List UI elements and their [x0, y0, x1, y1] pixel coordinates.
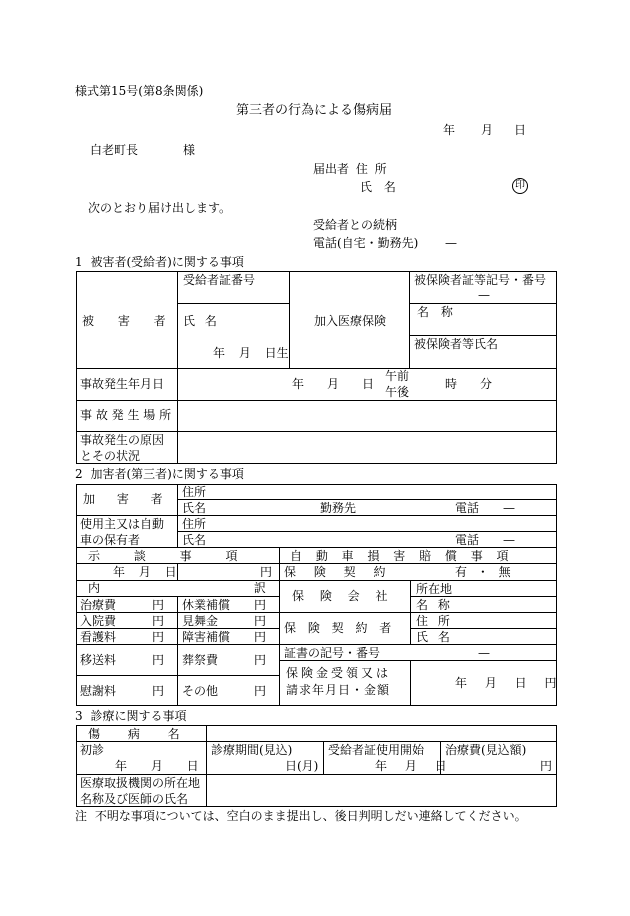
policyholder-label: 保 険 契 約 者 — [284, 621, 392, 635]
victim-name-label: 氏 名 — [183, 314, 217, 328]
accident-cause-label-2: とその状況 — [80, 449, 141, 463]
insured-person-name-label: 被保険者等氏名 — [414, 337, 499, 351]
section1-heading: 1 被害者(受給者)に関する事項 — [75, 255, 244, 269]
perpetrator-workplace-label: 勤務先 — [320, 501, 357, 515]
owner-label-1: 使用主又は自動 — [80, 517, 165, 531]
addressee: 白老町長 — [90, 143, 139, 157]
form-title: 第三者の行為による傷病届 — [236, 103, 393, 118]
accident-place-label: 事 故 発 生 場 所 — [80, 408, 172, 422]
owner-label-2: 車の保有者 — [80, 533, 141, 547]
owner-address-label: 住所 — [182, 517, 207, 531]
accident-minute: 分 — [480, 377, 493, 391]
perpetrator-label: 加 害 者 — [83, 492, 163, 506]
solatium-yen: 円 — [152, 684, 165, 698]
section3-heading: 3 診療に関する事項 — [75, 709, 187, 723]
hospital-cost-yen: 円 — [152, 614, 165, 628]
institution-label-1: 医療取扱機関の所在地 — [80, 776, 201, 790]
owner-phone-dash: — — [503, 533, 515, 547]
disease-name-label: 傷 病 名 — [88, 727, 180, 741]
settlement-yen: 円 — [260, 565, 273, 579]
treatment-cost-estimate-label: 治療費(見込額) — [445, 743, 527, 757]
accident-cause-label-1: 事故発生の原因 — [80, 433, 165, 447]
disability-comp-yen: 円 — [254, 630, 267, 644]
accident-date-label: 事故発生年月日 — [80, 377, 165, 391]
cert-number-label: 証書の記号・番号 — [284, 646, 381, 660]
insurance-company-label: 保 険 会 社 — [292, 589, 388, 603]
cert-start-label: 受給者証使用開始 — [328, 743, 425, 757]
other-cost-yen: 円 — [254, 684, 267, 698]
other-cost-label: その他 — [182, 684, 219, 698]
nursing-cost-label: 看護料 — [80, 630, 117, 644]
perpetrator-phone-label: 電話 — [455, 501, 480, 515]
absence-comp-label: 休業補償 — [182, 598, 231, 612]
footer-note: 注 不明な事項については、空白のまま提出し、後日判明しだい連絡してください。 — [75, 809, 527, 823]
victim-label: 被 害 者 — [82, 314, 166, 328]
treatment-cost-estimate-yen: 円 — [540, 759, 553, 773]
hospital-cost-label: 入院費 — [80, 614, 117, 628]
victim-birthdate-label: 年 月 日生 — [213, 346, 289, 360]
section2-heading: 2 加害者(第三者)に関する事項 — [75, 467, 244, 481]
policyholder-address-label: 住 所 — [416, 614, 450, 628]
treatment-period-unit: 日(月) — [285, 759, 319, 773]
settlement-date-label: 年 月 日 — [113, 565, 177, 579]
solatium-label: 慰謝料 — [80, 684, 117, 698]
form-number: 様式第15号(第8条関係) — [75, 84, 204, 98]
insurance-contract-label: 保 険 契 約 — [284, 565, 386, 579]
header-date-month: 月 — [481, 123, 494, 137]
applicant-address-label: 届出者 住 所 — [313, 162, 387, 176]
insurer-name-label: 名 称 — [417, 305, 453, 319]
perpetrator-phone-dash: — — [503, 501, 515, 515]
cert-start-date: 年 月 日 — [375, 759, 447, 773]
accident-hour: 時 — [445, 377, 458, 391]
breakdown-header: 内 訳 — [88, 581, 266, 595]
yes-no-label: 有 ・ 無 — [455, 565, 511, 579]
insured-cert-label: 被保険者証等記号・番号 — [414, 273, 547, 287]
accident-day: 日 — [362, 377, 375, 391]
phone-label: 電話(自宅・勤務先) — [313, 236, 419, 250]
transport-cost-yen: 円 — [152, 653, 165, 667]
addressee-honorific: 様 — [183, 143, 196, 157]
company-name-label: 名 称 — [416, 598, 450, 612]
absence-comp-yen: 円 — [254, 598, 267, 612]
owner-name-label: 氏名 — [182, 533, 207, 547]
relationship-label: 受給者との続柄 — [313, 218, 398, 232]
transport-cost-label: 移送料 — [80, 653, 117, 667]
perpetrator-name-label: 氏名 — [182, 501, 207, 515]
applicant-name-label: 氏 名 — [360, 180, 396, 194]
intro-text: 次のとおり届け出します。 — [88, 201, 232, 215]
first-visit-label: 初診 — [80, 743, 105, 757]
company-location-label: 所在地 — [416, 582, 453, 596]
claim-label-1: 保険金受領又は — [286, 666, 392, 680]
policyholder-name-label: 氏 名 — [416, 630, 450, 644]
insured-cert-dash: — — [478, 288, 490, 302]
claim-date-amount: 年 月 日 円 — [455, 676, 557, 690]
claim-label-2: 請求年月日・金額 — [286, 683, 391, 697]
nursing-cost-yen: 円 — [152, 630, 165, 644]
perpetrator-address-label: 住所 — [182, 485, 207, 499]
pm-label: 午後 — [385, 385, 410, 399]
accident-year: 年 — [292, 377, 305, 391]
first-visit-date: 年 月 日 — [115, 759, 199, 773]
recipient-cert-label: 受給者証番号 — [183, 273, 256, 287]
accident-month: 月 — [327, 377, 340, 391]
consolation-gift-label: 見舞金 — [182, 614, 219, 628]
institution-label-2: 名称及び医師の氏名 — [80, 792, 189, 806]
settlement-header: 示 談 事 項 — [88, 549, 238, 563]
phone-dash: — — [445, 236, 457, 250]
cert-number-dash: — — [478, 646, 490, 660]
funeral-cost-label: 葬祭費 — [182, 653, 219, 667]
insurance-type-label: 加入医療保険 — [314, 314, 387, 328]
header-date-day: 日 — [514, 123, 527, 137]
treatment-cost-label: 治療費 — [80, 598, 117, 612]
treatment-cost-yen: 円 — [152, 598, 165, 612]
seal-mark: 印 — [512, 178, 528, 194]
am-label: 午前 — [385, 369, 410, 383]
disability-comp-label: 障害補償 — [182, 630, 231, 644]
treatment-period-label: 診療期間(見込) — [211, 743, 293, 757]
header-date-year: 年 — [443, 123, 456, 137]
consolation-gift-yen: 円 — [254, 614, 267, 628]
owner-phone-label: 電話 — [455, 533, 480, 547]
funeral-cost-yen: 円 — [254, 653, 267, 667]
auto-insurance-header: 自 動 車 損 害 賠 償 事 項 — [290, 549, 509, 563]
